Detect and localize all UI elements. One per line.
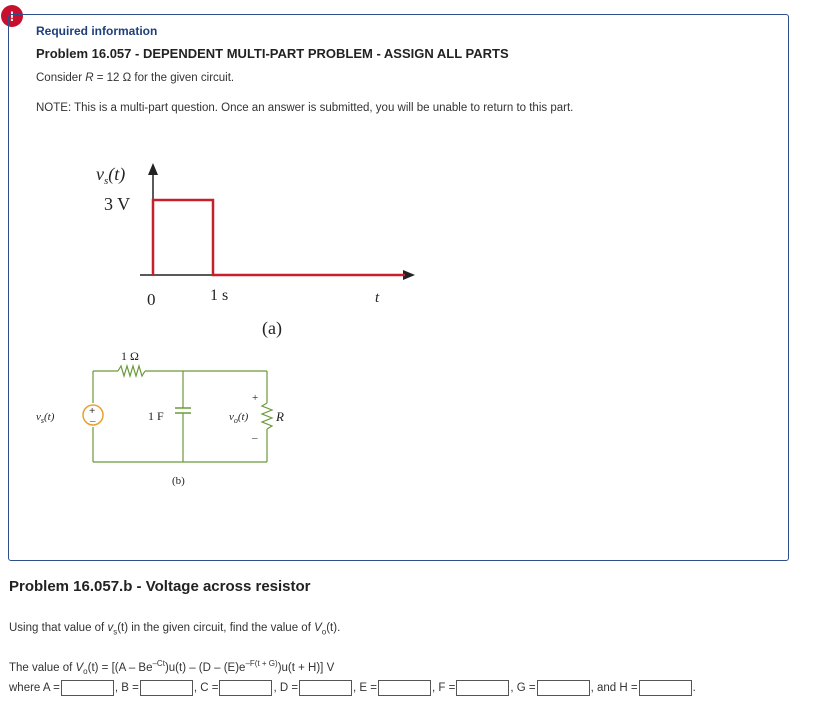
required-info-heading: Required information (36, 24, 158, 38)
y-axis-label: $v_s(t)$ (96, 164, 126, 187)
answer-f-input[interactable] (456, 680, 509, 696)
problem-title: Problem 16.057 - DEPENDENT MULTI-PART PROBLEM - ASSIGN ALL PARTS (36, 46, 509, 61)
svg-text:–: – (90, 415, 96, 427)
source-label: $v_s(t)$ (36, 411, 55, 425)
answer-b-input[interactable] (140, 680, 193, 696)
resistor-1ohm-label: 1 Ω (121, 349, 139, 363)
vo-plus: + (252, 392, 259, 404)
load-label: R (276, 409, 284, 424)
vo-label: $v_o(t)$ (229, 411, 249, 425)
x-axis-label: t (375, 290, 380, 306)
alert-icon: ! (1, 5, 23, 27)
svg-text:+: + (89, 405, 96, 417)
answer-g-input[interactable] (537, 680, 590, 696)
x-one-label: 1 s (210, 287, 229, 304)
answer-a-input[interactable] (61, 680, 114, 696)
pulse-waveform (153, 200, 405, 275)
graph-caption: (a) (262, 318, 282, 338)
answer-e-input[interactable] (378, 680, 431, 696)
resistor-1ohm (118, 366, 145, 376)
part-title: Problem 16.057.b - Voltage across resistor (9, 578, 311, 595)
value-expression: The value of $V_o(t) = [(A - Be^{-Ct})u(t) - (D - (E)e^{-F(t + G)})u(t + H)]$ V (9, 659, 335, 677)
vo-minus: – (252, 432, 258, 444)
answer-h-input[interactable] (639, 680, 692, 696)
answer-c-input[interactable] (219, 680, 272, 696)
x-zero-label: 0 (147, 290, 156, 309)
note-text: NOTE: This is a multi-part question. Once an answer is submitted, you will be unable to return to this part. (36, 102, 574, 114)
circuit-diagram (36, 349, 284, 487)
load-resistor (262, 403, 272, 429)
answer-row: where A = , B = , C = , D = , E = , F = , G = , and H = . (9, 682, 696, 694)
consider-text: Consider R = 12 Ω for the given circuit. (36, 72, 235, 84)
answer-d-input[interactable] (299, 680, 352, 696)
y-axis-arrow (148, 163, 158, 175)
capacitor-label: 1 F (148, 409, 164, 423)
circuit-caption: (b) (172, 475, 185, 487)
y-value-label: 3 V (104, 194, 131, 214)
using-text: Using that value of $v_s(t)$ in the given circuit, find the value of $V_o(t)$. (9, 622, 341, 637)
